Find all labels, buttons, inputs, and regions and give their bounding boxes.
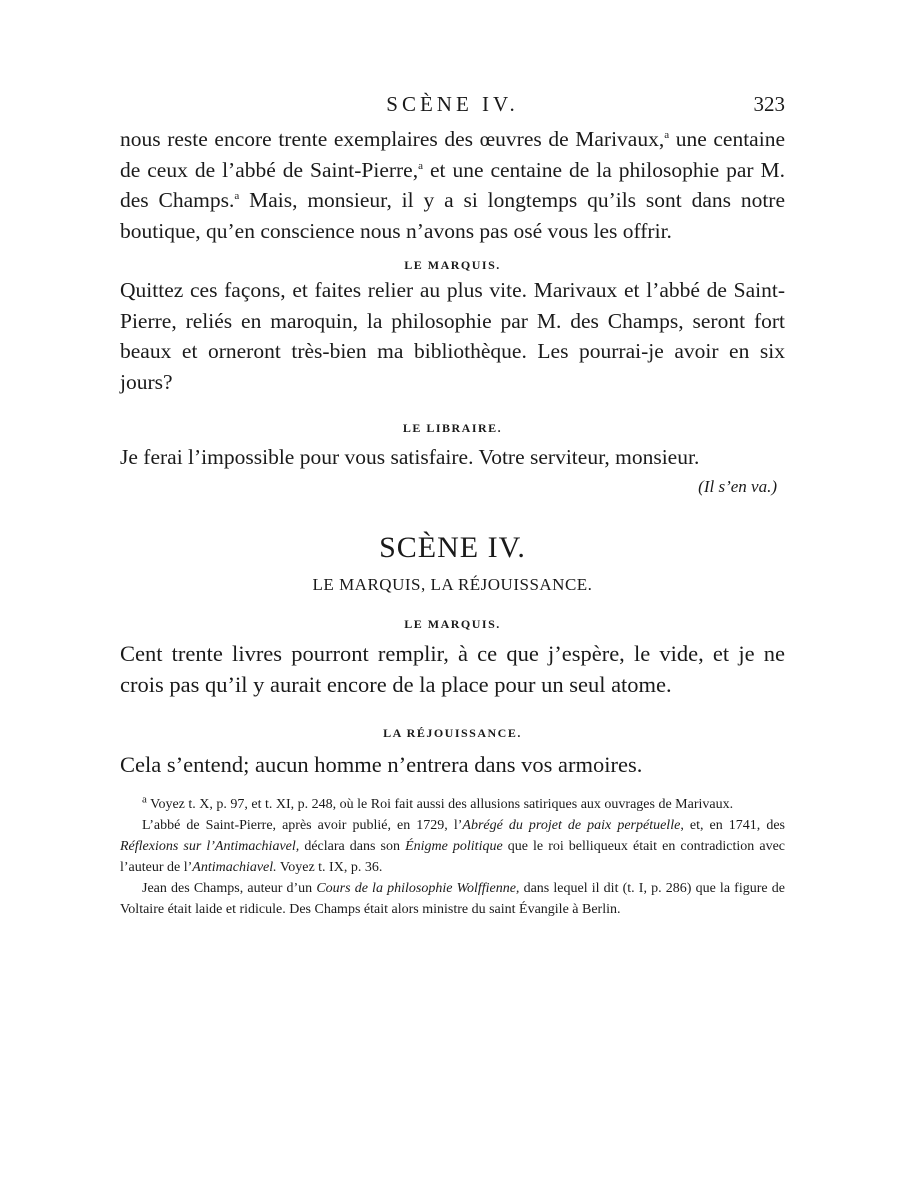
footnote bbox=[120, 794, 785, 815]
speech-text-part: et une centaine de la philosophie par M. des Champs. bbox=[120, 157, 785, 212]
footnote-text: , et, en 1741, des bbox=[680, 817, 785, 833]
footnote bbox=[120, 878, 785, 920]
footnote-text: Voyez t. X, p. 97, et t. XI, p. 248, où le Roi fait aussi des allusions satiriques aux ouvrages de Marivaux. bbox=[146, 796, 734, 812]
speech-text-part: une centaine de ceux de l’abbé de Saint-Pierre, bbox=[120, 127, 785, 182]
book-title: Énigme politique bbox=[405, 838, 503, 854]
stage-direction: (Il s’en va.) bbox=[698, 476, 777, 496]
scene-title: SCÈNE IV. bbox=[379, 530, 526, 564]
book-title: Abrégé du projet de paix perpétuelle bbox=[462, 817, 681, 833]
page-header bbox=[120, 88, 785, 128]
speech-text: Cent trente livres pourront remplir, à ce que j’espère, le vide, et je ne crois pas qu’il y aurait encore de la place pour un seul atome. bbox=[120, 640, 785, 697]
footnote-text: déclara dans son bbox=[299, 838, 406, 854]
book-title: Antimachiavel. bbox=[192, 859, 277, 875]
speech-text: Quittez ces façons, et faites relier au plus vite. Marivaux et l’abbé de Saint-Pierre, reliés en maroquin, la philosophie par M. des Champs, seront fort beaux et orneront très-bien ma bibliothèque. Les pourrai-je avoir en six jours? bbox=[120, 278, 785, 394]
book-title: Réflexions sur l’Antimachiavel, bbox=[120, 838, 300, 854]
footnotes bbox=[120, 794, 785, 920]
footnote bbox=[120, 815, 785, 878]
speech-text: Je ferai l’impossible pour vous satisfaire. Votre serviteur, monsieur. bbox=[120, 445, 700, 469]
speech-text: Cela s’entend; aucun homme n’entrera dans vos armoires. bbox=[120, 751, 643, 777]
speaker-name: LE MARQUIS. bbox=[404, 616, 501, 631]
footnote-marker: a bbox=[664, 128, 670, 141]
book-page bbox=[120, 88, 785, 920]
speaker-name: LE MARQUIS. bbox=[404, 258, 501, 272]
running-title: SCÈNE IV. bbox=[386, 92, 519, 116]
speech-text-part: Mais, monsieur, il y a si longtemps qu’ils sont dans notre boutique, qu’en conscience nous n’avons pas osé vous les offrir. bbox=[120, 188, 785, 243]
footnote-text: Voyez t. IX, p. 36. bbox=[276, 859, 383, 875]
scene-characters: LE MARQUIS, LA RÉJOUISSANCE. bbox=[312, 574, 593, 594]
footnote-text: dans lequel il dit (t. I, p. 286) que la figure de Voltaire était laide et ridicule. Des Champs était alors ministre du saint Évangile à Berlin. bbox=[120, 880, 785, 917]
footnote-marker: a bbox=[418, 159, 423, 172]
footnote-marker: a bbox=[142, 792, 147, 805]
footnote-text: Jean des Champs, auteur d’un bbox=[142, 880, 317, 896]
speaker-name: LA RÉJOUISSANCE. bbox=[383, 725, 522, 740]
footnote-text: que le roi belliqueux était en contradiction avec l’auteur de l’ bbox=[120, 838, 785, 875]
speaker-name: LE LIBRAIRE. bbox=[402, 421, 503, 435]
footnote-marker: a bbox=[234, 189, 240, 202]
speech-text-part: nous reste encore trente exemplaires des œuvres de Marivaux, bbox=[120, 127, 665, 151]
footnote-text: L’abbé de Saint-Pierre, après avoir publié, en 1729, l’ bbox=[142, 817, 463, 833]
page-number: 323 bbox=[753, 92, 785, 116]
book-title: Cours de la philosophie Wolffienne, bbox=[316, 880, 520, 896]
speech-continuation bbox=[120, 124, 785, 246]
